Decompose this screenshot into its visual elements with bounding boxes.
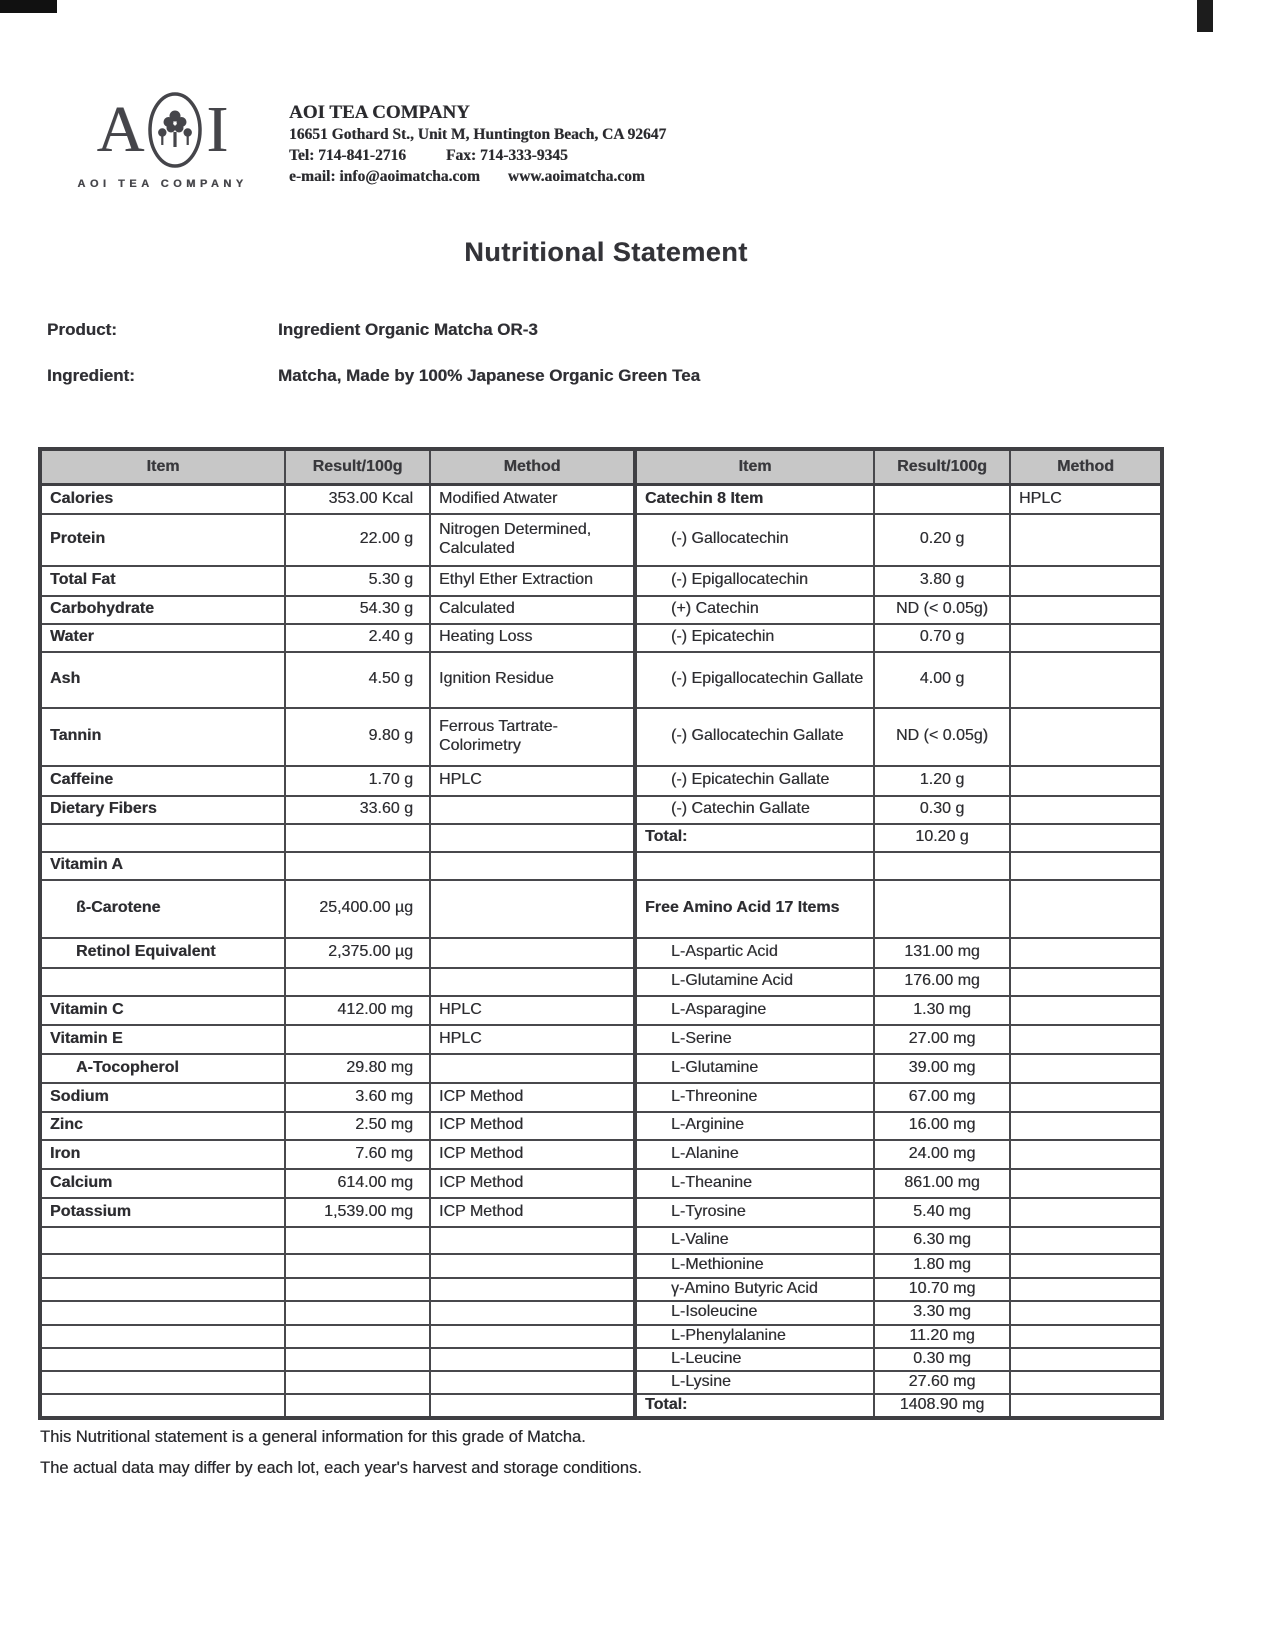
- table-cell: ICP Method: [430, 1112, 635, 1140]
- column-header: Result/100g: [285, 449, 430, 485]
- table-cell: L-Lysine: [635, 1371, 874, 1394]
- table-row: [40, 880, 1162, 938]
- table-cell: 176.00 mg: [874, 968, 1010, 996]
- table-cell: Potassium: [40, 1198, 285, 1227]
- table-cell: [1010, 880, 1162, 938]
- table-cell: 5.40 mg: [874, 1198, 1010, 1227]
- table-cell: L-Tyrosine: [635, 1198, 874, 1227]
- table-cell: L-Aspartic Acid: [635, 938, 874, 968]
- table-cell: L-Valine: [635, 1227, 874, 1254]
- logo-letter-i: I: [206, 93, 229, 166]
- company-tel: Tel: 714-841-2716: [289, 147, 406, 164]
- table-cell: 614.00 mg: [285, 1169, 430, 1198]
- table-cell: [285, 1348, 430, 1371]
- table-row: [40, 1025, 1162, 1054]
- table-cell: [285, 968, 430, 996]
- table-cell: 2,375.00 µg: [285, 938, 430, 968]
- table-cell: [1010, 1112, 1162, 1140]
- scan-artifact: [1197, 0, 1213, 32]
- table-row: [40, 485, 1162, 514]
- table-cell: (-) Catechin Gallate: [635, 796, 874, 824]
- table-cell: [285, 1227, 430, 1254]
- table-cell: [1010, 514, 1162, 566]
- company-logo: [70, 90, 255, 190]
- table-cell: [1010, 824, 1162, 852]
- table-row: [40, 514, 1162, 566]
- table-cell: 4.00 g: [874, 652, 1010, 708]
- table-cell: (-) Epigallocatechin: [635, 566, 874, 596]
- table-cell: L-Arginine: [635, 1112, 874, 1140]
- table-row: [40, 796, 1162, 824]
- table-cell: 4.50 g: [285, 652, 430, 708]
- table-cell: 22.00 g: [285, 514, 430, 566]
- table-cell: 11.20 mg: [874, 1325, 1010, 1348]
- table-cell: HPLC: [430, 766, 635, 796]
- table-cell: [285, 824, 430, 852]
- table-row: [40, 824, 1162, 852]
- table-cell: 9.80 g: [285, 708, 430, 766]
- table-row: [40, 1140, 1162, 1169]
- table-cell: 29.80 mg: [285, 1054, 430, 1083]
- table-cell: [1010, 1371, 1162, 1394]
- table-cell: 1.70 g: [285, 766, 430, 796]
- table-cell: [1010, 1278, 1162, 1301]
- table-row: [40, 624, 1162, 652]
- table-cell: (-) Epigallocatechin Gallate: [635, 652, 874, 708]
- table-cell: [1010, 596, 1162, 624]
- table-cell: L-Serine: [635, 1025, 874, 1054]
- table-cell: [1010, 1169, 1162, 1198]
- table-cell: [40, 1394, 285, 1418]
- table-cell: 10.70 mg: [874, 1278, 1010, 1301]
- table-cell: L-Glutamine Acid: [635, 968, 874, 996]
- table-cell: 353.00 Kcal: [285, 485, 430, 514]
- column-header: Method: [1010, 449, 1162, 485]
- table-cell: [1010, 938, 1162, 968]
- table-row: [40, 652, 1162, 708]
- table-cell: (-) Gallocatechin Gallate: [635, 708, 874, 766]
- table-cell: [1010, 1301, 1162, 1325]
- table-cell: Heating Loss: [430, 624, 635, 652]
- table-cell: 24.00 mg: [874, 1140, 1010, 1169]
- table-cell: [430, 1325, 635, 1348]
- table-cell: [285, 1025, 430, 1054]
- table-cell: [430, 824, 635, 852]
- table-cell: Calculated: [430, 596, 635, 624]
- table-cell: [430, 880, 635, 938]
- table-cell: Vitamin A: [40, 852, 285, 880]
- table-cell: 0.30 g: [874, 796, 1010, 824]
- table-cell: 25,400.00 µg: [285, 880, 430, 938]
- table-cell: 131.00 mg: [874, 938, 1010, 968]
- table-cell: [1010, 624, 1162, 652]
- table-cell: ICP Method: [430, 1140, 635, 1169]
- table-cell: Calories: [40, 485, 285, 514]
- table-row: [40, 1112, 1162, 1140]
- table-cell: [430, 796, 635, 824]
- table-cell: [285, 1371, 430, 1394]
- table-row: [40, 766, 1162, 796]
- table-cell: Ferrous Tartrate-Colorimetry: [430, 708, 635, 766]
- table-cell: 3.80 g: [874, 566, 1010, 596]
- table-cell: Total:: [635, 824, 874, 852]
- table-cell: 0.20 g: [874, 514, 1010, 566]
- table-cell: [1010, 1325, 1162, 1348]
- table-cell: 3.60 mg: [285, 1083, 430, 1112]
- table-cell: Calcium: [40, 1169, 285, 1198]
- company-address: 16651 Gothard St., Unit M, Huntington Beach, CA 92647: [289, 126, 667, 143]
- column-header: Item: [40, 449, 285, 485]
- table-cell: 412.00 mg: [285, 996, 430, 1025]
- table-cell: [430, 1054, 635, 1083]
- table-cell: A-Tocopherol: [40, 1054, 285, 1083]
- table-cell: [1010, 1254, 1162, 1278]
- table-cell: [1010, 1140, 1162, 1169]
- table-cell: Vitamin E: [40, 1025, 285, 1054]
- table-cell: [1010, 1025, 1162, 1054]
- table-cell: Carbohydrate: [40, 596, 285, 624]
- table-cell: 1408.90 mg: [874, 1394, 1010, 1418]
- table-cell: [1010, 852, 1162, 880]
- table-cell: 16.00 mg: [874, 1112, 1010, 1140]
- table-cell: Dietary Fibers: [40, 796, 285, 824]
- table-cell: 1.30 mg: [874, 996, 1010, 1025]
- table-cell: [40, 968, 285, 996]
- table-cell: Ignition Residue: [430, 652, 635, 708]
- scan-artifact: [0, 0, 57, 13]
- table-cell: (-) Epicatechin: [635, 624, 874, 652]
- table-cell: [874, 852, 1010, 880]
- column-header: Method: [430, 449, 635, 485]
- table-cell: [430, 1254, 635, 1278]
- company-info: [289, 101, 666, 187]
- table-cell: [874, 485, 1010, 514]
- table-row: [40, 1371, 1162, 1394]
- table-cell: Total Fat: [40, 566, 285, 596]
- table-cell: [430, 1227, 635, 1254]
- table-cell: 67.00 mg: [874, 1083, 1010, 1112]
- table-cell: 1.80 mg: [874, 1254, 1010, 1278]
- table-row: [40, 1325, 1162, 1348]
- table-row: [40, 1301, 1162, 1325]
- table-cell: [430, 938, 635, 968]
- table-row: [40, 968, 1162, 996]
- table-cell: Iron: [40, 1140, 285, 1169]
- table-cell: L-Isoleucine: [635, 1301, 874, 1325]
- table-cell: 27.60 mg: [874, 1371, 1010, 1394]
- table-cell: [285, 852, 430, 880]
- table-cell: 0.70 g: [874, 624, 1010, 652]
- table-cell: 1.20 g: [874, 766, 1010, 796]
- table-cell: 27.00 mg: [874, 1025, 1010, 1054]
- table-cell: L-Methionine: [635, 1254, 874, 1278]
- table-cell: Nitrogen Determined, Calculated: [430, 514, 635, 566]
- table-cell: 7.60 mg: [285, 1140, 430, 1169]
- table-cell: ICP Method: [430, 1083, 635, 1112]
- table-cell: 5.30 g: [285, 566, 430, 596]
- nutrition-table: [38, 447, 1164, 1420]
- table-row: [40, 1227, 1162, 1254]
- table-cell: Ash: [40, 652, 285, 708]
- table-cell: [1010, 1348, 1162, 1371]
- table-cell: [285, 1301, 430, 1325]
- table-cell: [40, 1254, 285, 1278]
- table-cell: Vitamin C: [40, 996, 285, 1025]
- table-row: [40, 1254, 1162, 1278]
- table-cell: [40, 1325, 285, 1348]
- column-header: Item: [635, 449, 874, 485]
- ingredient-value: Matcha, Made by 100% Japanese Organic Green Tea: [278, 366, 701, 385]
- table-cell: [430, 1348, 635, 1371]
- column-header: Result/100g: [874, 449, 1010, 485]
- table-cell: Zinc: [40, 1112, 285, 1140]
- product-value: Ingredient Organic Matcha OR-3: [278, 320, 538, 339]
- table-row: [40, 1169, 1162, 1198]
- logo-caption: AOI TEA COMPANY: [77, 178, 248, 190]
- table-cell: Ethyl Ether Extraction: [430, 566, 635, 596]
- table-cell: 1,539.00 mg: [285, 1198, 430, 1227]
- table-cell: [1010, 1394, 1162, 1418]
- nutrition-table-body: [40, 485, 1162, 1418]
- table-row: [40, 708, 1162, 766]
- table-row: [40, 1083, 1162, 1112]
- table-cell: [1010, 1198, 1162, 1227]
- company-name: AOI TEA COMPANY: [289, 102, 470, 123]
- ingredient-label: Ingredient:: [47, 366, 135, 385]
- table-cell: 2.50 mg: [285, 1112, 430, 1140]
- table-cell: L-Asparagine: [635, 996, 874, 1025]
- table-cell: [430, 1278, 635, 1301]
- table-cell: [430, 1301, 635, 1325]
- product-label: Product:: [47, 320, 117, 339]
- table-row: [40, 566, 1162, 596]
- table-cell: Water: [40, 624, 285, 652]
- table-cell: [1010, 968, 1162, 996]
- table-row: [40, 996, 1162, 1025]
- table-cell: L-Leucine: [635, 1348, 874, 1371]
- table-cell: [1010, 996, 1162, 1025]
- table-row: [40, 852, 1162, 880]
- table-cell: [1010, 1083, 1162, 1112]
- table-cell: [1010, 1054, 1162, 1083]
- table-cell: Sodium: [40, 1083, 285, 1112]
- table-cell: Catechin 8 Item: [635, 485, 874, 514]
- table-cell: Caffeine: [40, 766, 285, 796]
- table-cell: ICP Method: [430, 1198, 635, 1227]
- table-cell: [285, 1325, 430, 1348]
- table-cell: L-Threonine: [635, 1083, 874, 1112]
- table-row: [40, 1054, 1162, 1083]
- table-cell: [40, 1371, 285, 1394]
- table-cell: 3.30 mg: [874, 1301, 1010, 1325]
- table-cell: [874, 880, 1010, 938]
- table-cell: [430, 968, 635, 996]
- table-cell: 39.00 mg: [874, 1054, 1010, 1083]
- table-cell: [430, 1371, 635, 1394]
- table-row: [40, 1198, 1162, 1227]
- table-cell: [285, 1278, 430, 1301]
- table-cell: (+) Catechin: [635, 596, 874, 624]
- table-cell: ß-Carotene: [40, 880, 285, 938]
- footnote-line: The actual data may differ by each lot, each year's harvest and storage conditions.: [40, 1459, 642, 1477]
- table-cell: (-) Epicatechin Gallate: [635, 766, 874, 796]
- table-row: [40, 1394, 1162, 1418]
- logo-letter-a: A: [96, 93, 145, 166]
- table-cell: [635, 852, 874, 880]
- table-cell: 54.30 g: [285, 596, 430, 624]
- table-cell: L-Glutamine: [635, 1054, 874, 1083]
- tree-icon: [146, 90, 204, 170]
- table-cell: [40, 1227, 285, 1254]
- table-cell: 861.00 mg: [874, 1169, 1010, 1198]
- table-cell: Retinol Equivalent: [40, 938, 285, 968]
- table-cell: HPLC: [430, 1025, 635, 1054]
- table-row: [40, 1348, 1162, 1371]
- table-cell: Free Amino Acid 17 Items: [635, 880, 874, 938]
- table-row: [40, 938, 1162, 968]
- table-cell: L-Theanine: [635, 1169, 874, 1198]
- table-cell: 10.20 g: [874, 824, 1010, 852]
- company-fax: Fax: 714-333-9345: [445, 147, 568, 164]
- table-cell: L-Phenylalanine: [635, 1325, 874, 1348]
- table-cell: Tannin: [40, 708, 285, 766]
- table-cell: [1010, 708, 1162, 766]
- table-cell: 33.60 g: [285, 796, 430, 824]
- table-cell: [40, 1348, 285, 1371]
- company-website: www.aoimatcha.com: [507, 168, 645, 185]
- table-cell: [1010, 766, 1162, 796]
- table-cell: [1010, 652, 1162, 708]
- table-cell: [1010, 1227, 1162, 1254]
- table-cell: [40, 824, 285, 852]
- footnote-line: This Nutritional statement is a general information for this grade of Matcha.: [40, 1428, 586, 1446]
- table-header-row: [40, 449, 1162, 485]
- table-cell: [1010, 796, 1162, 824]
- ingredient-row: [47, 366, 700, 386]
- table-cell: [40, 1278, 285, 1301]
- table-cell: 0.30 mg: [874, 1348, 1010, 1371]
- table-cell: Total:: [635, 1394, 874, 1418]
- table-cell: [285, 1254, 430, 1278]
- table-cell: [1010, 566, 1162, 596]
- table-cell: [40, 1301, 285, 1325]
- page-title: Nutritional Statement: [464, 237, 748, 267]
- table-cell: ND (< 0.05g): [874, 596, 1010, 624]
- product-row: [47, 320, 538, 340]
- table-cell: [430, 1394, 635, 1418]
- table-row: [40, 596, 1162, 624]
- table-cell: [285, 1394, 430, 1418]
- table-cell: HPLC: [1010, 485, 1162, 514]
- table-cell: L-Alanine: [635, 1140, 874, 1169]
- table-cell: γ-Amino Butyric Acid: [635, 1278, 874, 1301]
- table-cell: ND (< 0.05g): [874, 708, 1010, 766]
- table-cell: Modified Atwater: [430, 485, 635, 514]
- table-cell: ICP Method: [430, 1169, 635, 1198]
- table-row: [40, 1278, 1162, 1301]
- table-cell: Protein: [40, 514, 285, 566]
- table-cell: 2.40 g: [285, 624, 430, 652]
- table-cell: [430, 852, 635, 880]
- table-cell: 6.30 mg: [874, 1227, 1010, 1254]
- company-email: e-mail: info@aoimatcha.com: [289, 168, 480, 185]
- table-cell: (-) Gallocatechin: [635, 514, 874, 566]
- table-cell: HPLC: [430, 996, 635, 1025]
